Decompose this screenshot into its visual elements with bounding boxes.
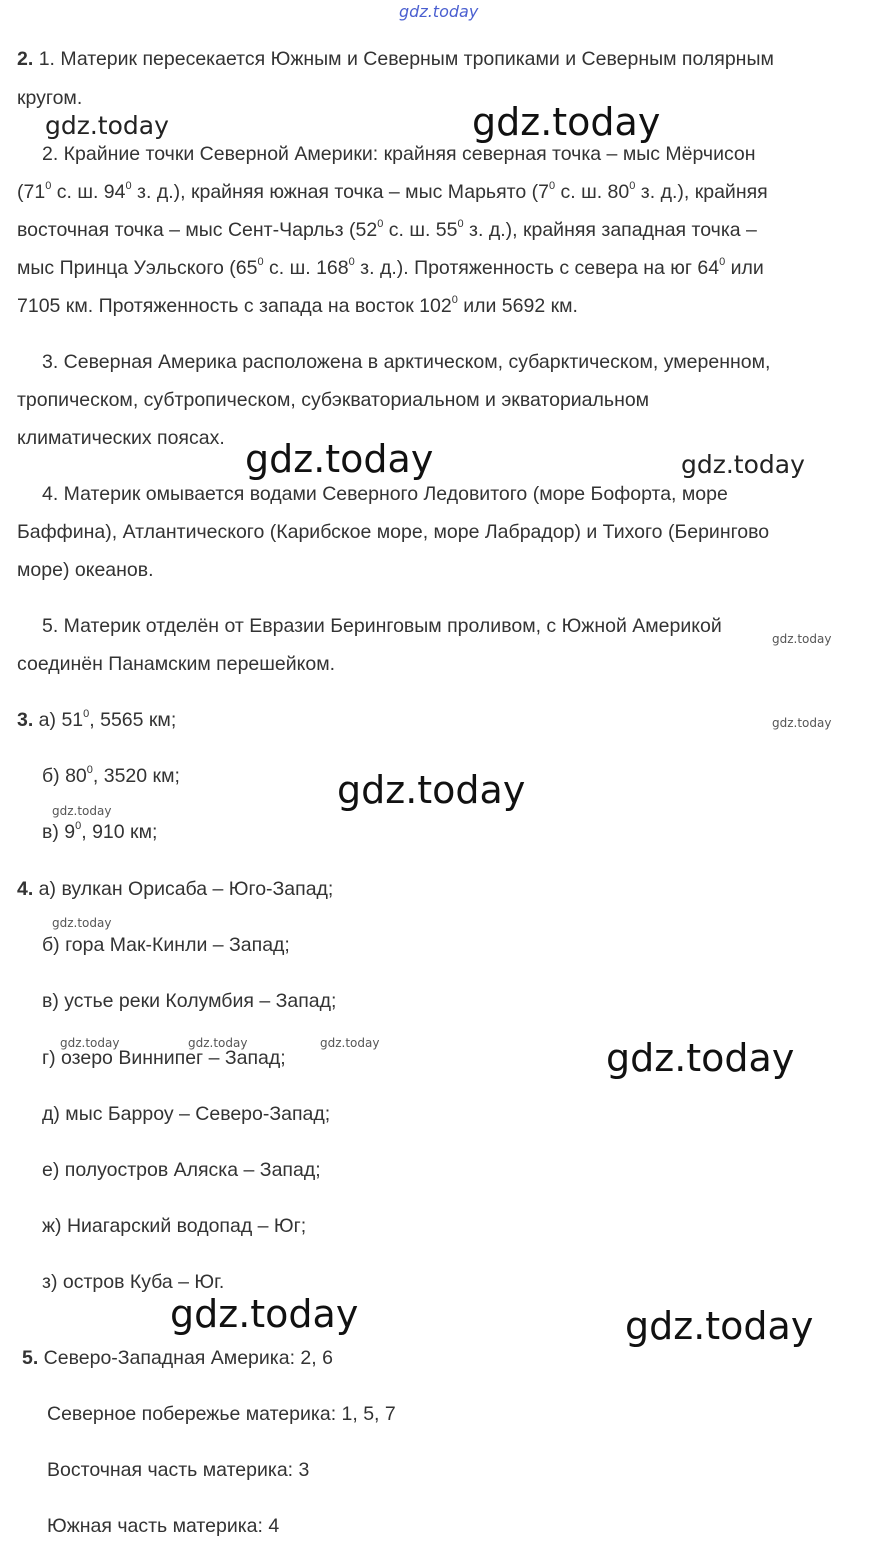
q2-p3-line3: климатических поясах. [17, 427, 225, 449]
q4-item-f: е) полуостров Аляска – Запад; [42, 1159, 321, 1181]
q3-number: 3. [17, 709, 34, 731]
q5-item-3: Восточная часть материка: 3 [47, 1459, 310, 1481]
q2-p4-line2: Баффина), Атлантического (Карибское море, море Лабрадор) и Тихого (Берингово [17, 521, 770, 543]
q2-p3-line1: 3. Северная Америка расположена в арктическом, субарктическом, умеренном, [42, 351, 771, 373]
watermark: gdz.today [188, 1036, 248, 1050]
q5-item-1: 5. Северо-Западная Америка: 2, 6 [22, 1347, 333, 1369]
q3-item-b: б) $80^0$, 3520 км; [42, 764, 180, 787]
q5-number: 5. [22, 1347, 39, 1369]
q4-item-a: 4. а) вулкан Орисаба – Юго-Запад; [17, 878, 334, 900]
q2-p3-line2: тропическом, субтропическом, субэкваториальном и экваториальном [17, 389, 650, 411]
watermark: gdz.today [60, 1036, 120, 1050]
q2-p4-line3: море) океанов. [17, 559, 154, 581]
watermark: gdz.today [772, 632, 832, 646]
watermark: gdz.today [45, 111, 169, 140]
watermark: gdz.today [625, 1304, 814, 1348]
q2-p4-line1: 4. Материк омывается водами Северного Ледовитого (море Бофорта, море [42, 483, 728, 505]
watermark: gdz.today [245, 437, 434, 481]
q3-item-a: 3. а) $51^0$, 5565 км; [17, 708, 177, 731]
q4-number: 4. [17, 878, 34, 900]
watermark: gdz.today [681, 450, 805, 479]
watermark-top: gdz.today [399, 2, 479, 21]
q2-p2-line1: 2. Крайние точки Северной Америки: крайняя северная точка – мыс Мёрчисон [42, 143, 756, 165]
watermark: gdz.today [472, 100, 661, 144]
q2-p2-line2: ($71^0$ с. ш. $94^0$ з. д.), крайняя южная точка – мыс Марьято ($7^0$ с. ш. $80^0$ з. д.), крайняя [17, 180, 768, 203]
q2-p2-line4: мыс Принца Уэльского ($65^0$ с. ш. $168^0$ з. д.). Протяженность с севера на юг $64^0$ или [17, 256, 764, 279]
q2-p1-line1 [17, 47, 774, 71]
q5-item-2: Северное побережье материка: 1, 5, 7 [47, 1403, 396, 1425]
q2-p1-text: 1. Материк пересекается Южным и Северным тропиками и Северным полярным [38, 48, 774, 70]
q5-item-4: Южная часть материка: 4 [47, 1515, 280, 1537]
watermark: gdz.today [52, 916, 112, 930]
q4-item-b: б) гора Мак-Кинли – Запад; [42, 934, 290, 956]
q2-p5-line1: 5. Материк отделён от Евразии Беринговым проливом, с Южной Америкой [42, 615, 722, 637]
q2-number: 2. [17, 48, 34, 70]
watermark: gdz.today [337, 768, 526, 812]
q4-item-g: ж) Ниагарский водопад – Юг; [42, 1215, 307, 1237]
watermark: gdz.today [170, 1292, 359, 1336]
q4-item-d: г) озеро Виннипег – Запад; [42, 1047, 286, 1069]
watermark: gdz.today [52, 804, 112, 818]
watermark: gdz.today [320, 1036, 380, 1050]
q3-item-c: в) $9^0$, 910 км; [42, 820, 158, 843]
q2-p2-line3: восточная точка – мыс Сент-Чарльз ($52^0$ с. ш. $55^0$ з. д.), крайняя западная точка – [17, 218, 757, 241]
q4-item-h: з) остров Куба – Юг. [42, 1271, 225, 1293]
watermark: gdz.today [772, 716, 832, 730]
q4-item-c: в) устье реки Колумбия – Запад; [42, 990, 337, 1012]
watermark: gdz.today [606, 1036, 795, 1080]
q2-p1-line2: кругом. [17, 87, 83, 109]
q4-item-e: д) мыс Барроу – Северо-Запад; [42, 1103, 331, 1125]
q2-p2-line5: 7105 км. Протяженность с запада на восток $102^0$ или 5692 км. [17, 294, 578, 317]
q2-p5-line2: соединён Панамским перешейком. [17, 653, 336, 675]
